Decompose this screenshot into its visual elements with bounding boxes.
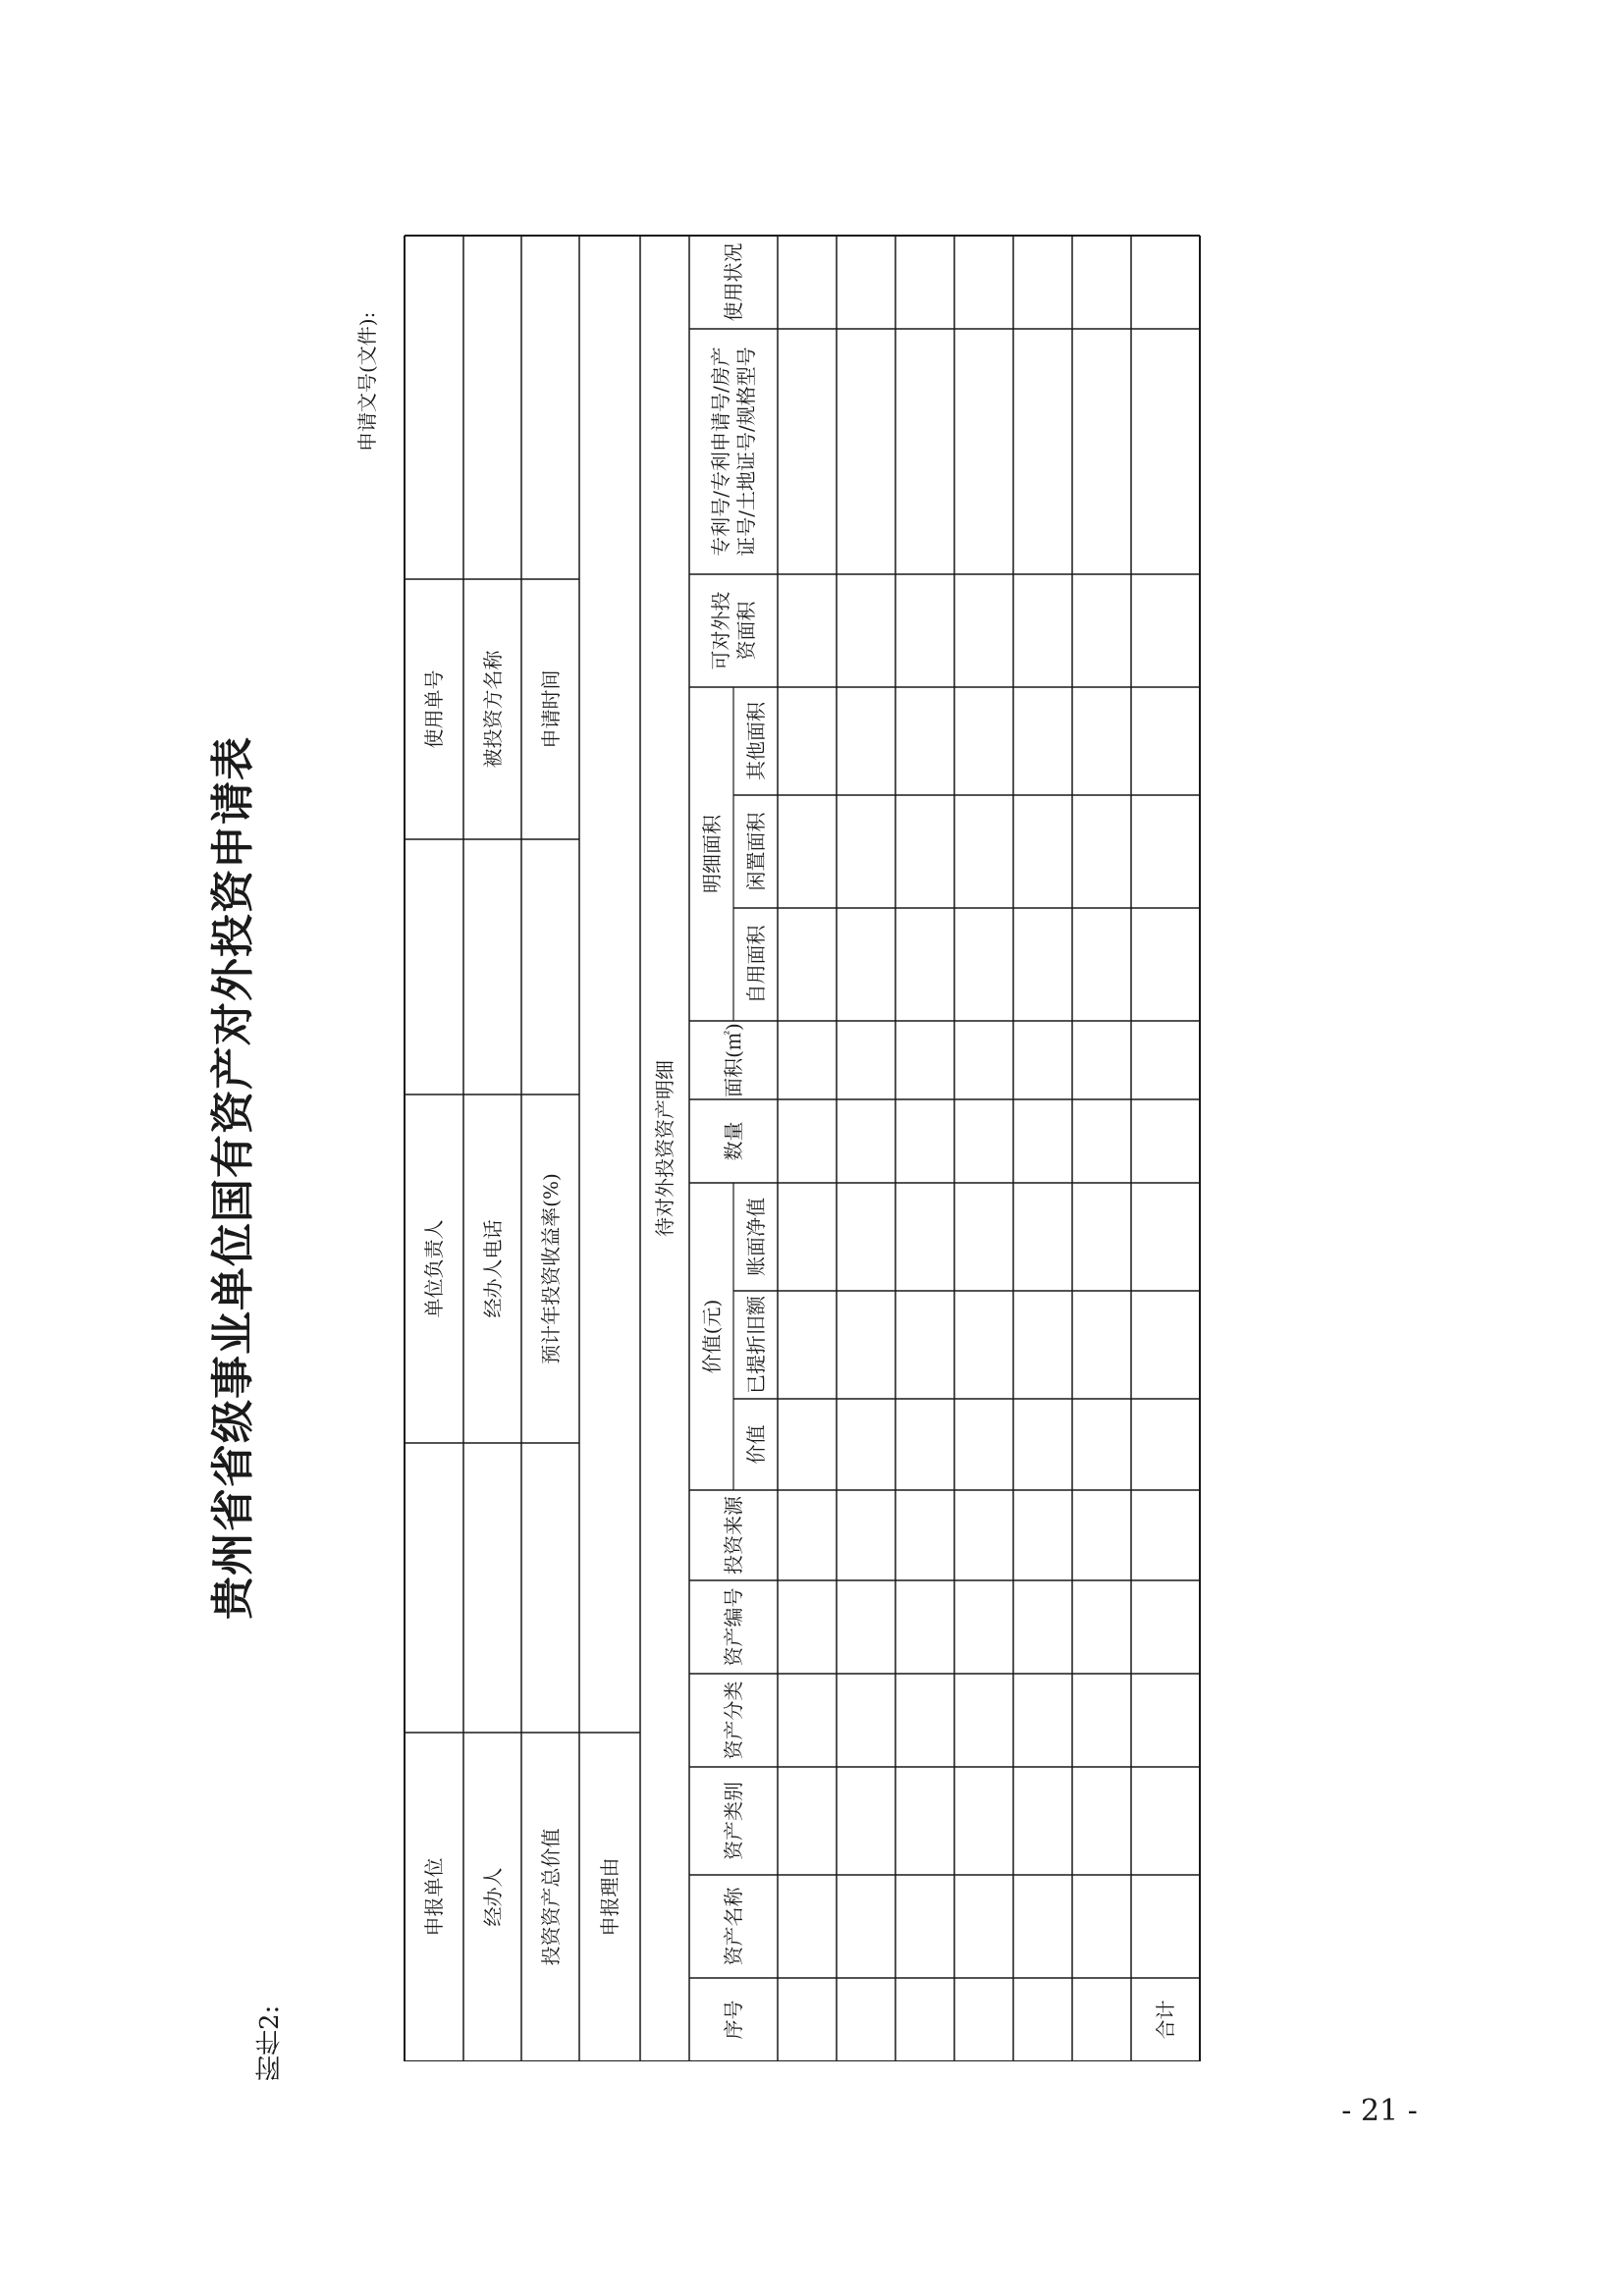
label-unit-head: 单位负责人 <box>422 1219 446 1318</box>
form-sheet <box>196 226 1218 2061</box>
page-number: - 21 - <box>1341 2093 1418 2128</box>
form-title: 贵州省省级事业单位国有资产对外投资申请表 <box>208 736 258 1620</box>
header-value: 价值 <box>743 1424 768 1465</box>
header-self-use: 自用面积 <box>743 925 768 1004</box>
label-handler: 经办人 <box>480 1867 505 1927</box>
label-reason: 申报理由 <box>598 1857 622 1937</box>
label-expected-return: 预计年投资收益率(%) <box>538 1173 563 1364</box>
attachment-label: 附件2: <box>255 2004 285 2081</box>
label-usage-number: 使用单号 <box>422 669 446 749</box>
header-asset-class: 资产分类 <box>722 1681 745 1760</box>
header-seq: 序号 <box>722 2000 745 2040</box>
header-invest-area: 可对外投资面积 <box>709 591 758 670</box>
header-usage: 使用状况 <box>722 242 745 322</box>
header-fund-source: 投资来源 <box>722 1496 745 1575</box>
doc-number-label: 申请文号(文件): <box>355 311 379 452</box>
header-accum-depr: 已提折旧额 <box>743 1296 768 1394</box>
label-apply-time: 申请时间 <box>538 669 563 749</box>
total-label: 合计 <box>1154 2000 1177 2040</box>
label-reporting-unit: 申报单位 <box>422 1857 446 1937</box>
header-asset-category: 资产类别 <box>722 1782 745 1860</box>
header-detail-area: 明细面积 <box>699 815 724 893</box>
header-area: 面积(㎡) <box>722 1023 745 1097</box>
header-net-value: 账面净值 <box>743 1198 768 1276</box>
header-asset-name: 资产名称 <box>722 1887 745 1966</box>
label-total-value: 投资资产总价值 <box>538 1828 563 1966</box>
header-asset-code: 资产编号 <box>722 1587 745 1667</box>
header-other: 其他面积 <box>743 702 768 780</box>
section-title: 待对外投资资产明细 <box>653 1060 677 1237</box>
header-value-group: 价值(元) <box>699 1299 724 1374</box>
header-idle: 闲置面积 <box>743 812 768 891</box>
header-quantity: 数量 <box>722 1121 745 1161</box>
header-license: 专利号/专利申请号/房产证号/土地证号/规格型号 <box>709 347 758 557</box>
label-investee-name: 被投资方名称 <box>480 650 505 769</box>
label-handler-phone: 经办人电话 <box>480 1219 505 1318</box>
